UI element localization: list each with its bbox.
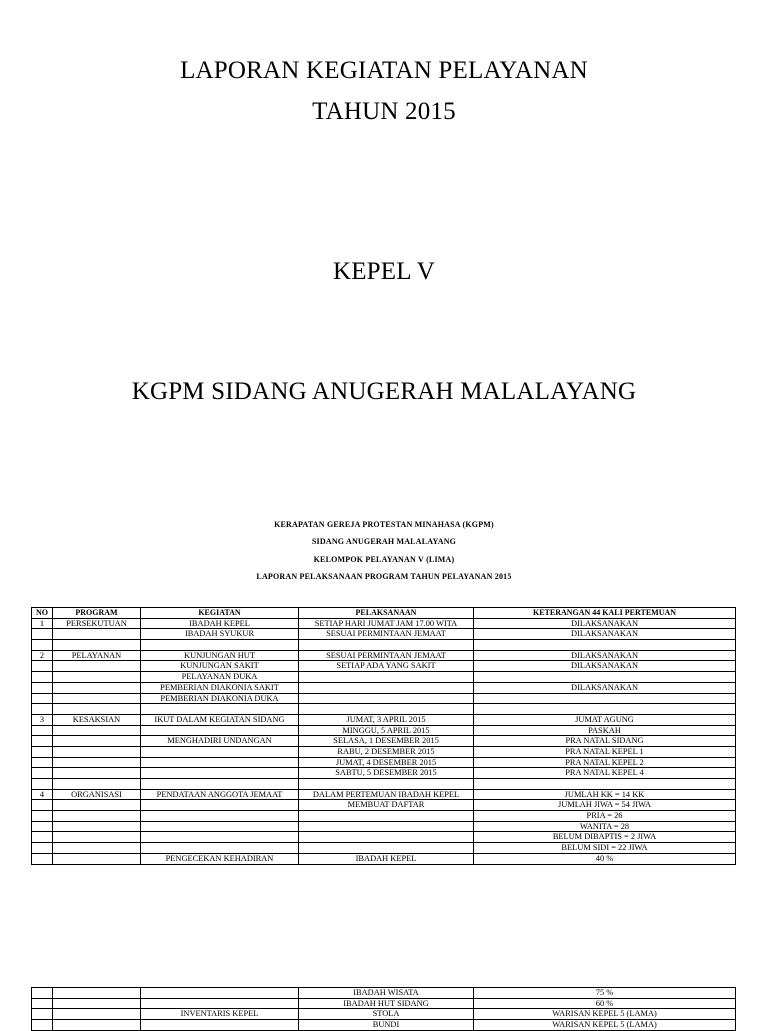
cell-keterangan: PASKAH [474, 725, 736, 736]
cell-pelaksanaan: SELASA, 1 DESEMBER 2015 [299, 736, 474, 747]
table-row [32, 1009, 736, 1020]
cell-program [53, 757, 141, 768]
table-row [32, 853, 736, 864]
cell-keterangan: JUMLAH KK = 14 KK [474, 789, 736, 800]
table-row [32, 998, 736, 1009]
cell-pelaksanaan: IBADAH WISATA [299, 988, 474, 999]
cell-keterangan: WARISAN KEPEL 5 (LAMA) [474, 1020, 736, 1031]
cell-no [32, 746, 53, 757]
cell-program [53, 811, 141, 822]
cell-no [32, 629, 53, 640]
cell-kegiatan [141, 988, 299, 999]
table-row [32, 988, 736, 999]
cell-kegiatan [141, 725, 299, 736]
cell-no [32, 1020, 53, 1031]
cell-keterangan [474, 779, 736, 790]
cell-pelaksanaan: STOLA [299, 1009, 474, 1020]
cell-kegiatan: PELAYANAN DUKA [141, 672, 299, 683]
cell-pelaksanaan [299, 693, 474, 704]
header-program: PROGRAM [53, 608, 141, 619]
cell-no [32, 800, 53, 811]
cell-program [53, 768, 141, 779]
cell-pelaksanaan: SESUAI PERMINTAAN JEMAAT [299, 650, 474, 661]
cell-program [53, 779, 141, 790]
program-table [31, 607, 736, 865]
cell-pelaksanaan: RABU, 2 DESEMBER 2015 [299, 746, 474, 757]
cell-pelaksanaan: BUNDI [299, 1020, 474, 1031]
table-row [32, 714, 736, 725]
cell-keterangan [474, 704, 736, 715]
cell-kegiatan: KUNJUNGAN SAKIT [141, 661, 299, 672]
cell-kegiatan [141, 1020, 299, 1031]
cell-kegiatan: IBADAH KEPEL [141, 618, 299, 629]
cell-keterangan: PRA NATAL SIDANG [474, 736, 736, 747]
table-row [32, 843, 736, 854]
table-row [32, 704, 736, 715]
cell-kegiatan [141, 811, 299, 822]
cell-kegiatan: PENGECEKAN KEHADIRAN [141, 853, 299, 864]
cell-no: 2 [32, 650, 53, 661]
cell-program [53, 693, 141, 704]
cell-pelaksanaan [299, 640, 474, 651]
cell-pelaksanaan: MINGGU, 5 APRIL 2015 [299, 725, 474, 736]
cell-kegiatan [141, 843, 299, 854]
cell-program: KESAKSIAN [53, 714, 141, 725]
cell-program [53, 988, 141, 999]
cell-pelaksanaan: JUMAT, 4 DESEMBER 2015 [299, 757, 474, 768]
cell-pelaksanaan [299, 672, 474, 683]
cell-program [53, 746, 141, 757]
cell-program: PERSEKUTUAN [53, 618, 141, 629]
kepel-heading: KEPEL V [332, 258, 436, 285]
table-row [32, 757, 736, 768]
cell-program [53, 821, 141, 832]
cell-no [32, 843, 53, 854]
cell-kegiatan [141, 640, 299, 651]
table-row [32, 640, 736, 651]
table-row [32, 811, 736, 822]
cell-program: ORGANISASI [53, 789, 141, 800]
cell-no [32, 1009, 53, 1020]
cell-pelaksanaan: SETIAP HARI JUMAT JAM 17.00 WITA [299, 618, 474, 629]
table-row [32, 1020, 736, 1031]
cell-no [32, 661, 53, 672]
cell-pelaksanaan [299, 811, 474, 822]
table-row [32, 768, 736, 779]
report-year: TAHUN 2015 [312, 98, 456, 125]
cell-kegiatan [141, 998, 299, 1009]
cell-pelaksanaan [299, 779, 474, 790]
congregation-name: SIDANG ANUGERAH MALALAYANG [311, 537, 457, 546]
cell-kegiatan [141, 800, 299, 811]
cell-no [32, 998, 53, 1009]
cell-keterangan [474, 640, 736, 651]
cell-keterangan: DILAKSANAKAN [474, 629, 736, 640]
cell-no [32, 693, 53, 704]
cell-kegiatan [141, 821, 299, 832]
cell-no [32, 853, 53, 864]
cell-kegiatan [141, 704, 299, 715]
cell-keterangan: BELUM DIBAPTIS = 2 JIWA [474, 832, 736, 843]
cell-pelaksanaan: JUMAT, 3 APRIL 2015 [299, 714, 474, 725]
cell-keterangan: PRIA = 26 [474, 811, 736, 822]
table-row [32, 661, 736, 672]
cell-no [32, 682, 53, 693]
cell-program [53, 843, 141, 854]
cell-kegiatan: PENDATAAN ANGGOTA JEMAAT [141, 789, 299, 800]
cell-keterangan: DILAKSANAKAN [474, 661, 736, 672]
cell-pelaksanaan: SESUAI PERMINTAAN JEMAAT [299, 629, 474, 640]
cell-keterangan: DILAKSANAKAN [474, 618, 736, 629]
cell-program [53, 725, 141, 736]
table-row [32, 789, 736, 800]
cell-pelaksanaan: DALAM PERTEMUAN IBADAH KEPEL [299, 789, 474, 800]
cell-program [53, 1009, 141, 1020]
table-row [32, 746, 736, 757]
cell-program [53, 629, 141, 640]
cell-keterangan: DILAKSANAKAN [474, 682, 736, 693]
table-row [32, 832, 736, 843]
cell-pelaksanaan: IBADAH KEPEL [299, 853, 474, 864]
table-row [32, 693, 736, 704]
report-subtitle: LAPORAN PELAKSANAAN PROGRAM TAHUN PELAYANAN 2015 [256, 572, 512, 581]
cell-program [53, 672, 141, 683]
cell-keterangan: PRA NATAL KEPEL 1 [474, 746, 736, 757]
cell-keterangan: BELUM SIDI = 22 JIWA [474, 843, 736, 854]
cell-program [53, 736, 141, 747]
cell-kegiatan: PEMBERIAN DIAKONIA DUKA [141, 693, 299, 704]
cell-no [32, 779, 53, 790]
table-row [32, 779, 736, 790]
cell-kegiatan: IKUT DALAM KEGIATAN SIDANG [141, 714, 299, 725]
cell-no [32, 811, 53, 822]
cell-keterangan: PRA NATAL KEPEL 2 [474, 757, 736, 768]
cell-kegiatan [141, 768, 299, 779]
cell-keterangan: 75 % [474, 988, 736, 999]
cell-keterangan: PRA NATAL KEPEL 4 [474, 768, 736, 779]
cell-keterangan: JUMAT AGUNG [474, 714, 736, 725]
cell-program [53, 998, 141, 1009]
cell-kegiatan: PEMBERIAN DIAKONIA SAKIT [141, 682, 299, 693]
cell-program [53, 832, 141, 843]
program-table-continued [31, 987, 736, 1031]
cell-no [32, 821, 53, 832]
cell-pelaksanaan [299, 682, 474, 693]
header-keterangan: KETERANGAN 44 KALI PERTEMUAN [474, 608, 736, 619]
cell-program [53, 704, 141, 715]
cell-pelaksanaan: SETIAP ADA YANG SAKIT [299, 661, 474, 672]
table-row [32, 725, 736, 736]
cell-pelaksanaan: IBADAH HUT SIDANG [299, 998, 474, 1009]
cell-no [32, 704, 53, 715]
table-row [32, 618, 736, 629]
cell-pelaksanaan: SABTU, 5 DESEMBER 2015 [299, 768, 474, 779]
cell-keterangan: JUMLAH JIWA = 54 JIWA [474, 800, 736, 811]
header-kegiatan: KEGIATAN [141, 608, 299, 619]
cell-pelaksanaan [299, 832, 474, 843]
cell-kegiatan: MENGHADIRI UNDANGAN [141, 736, 299, 747]
cell-keterangan [474, 693, 736, 704]
cell-pelaksanaan [299, 704, 474, 715]
cell-keterangan [474, 672, 736, 683]
cell-kegiatan [141, 746, 299, 757]
cell-program [53, 640, 141, 651]
service-group-name: KELOMPOK PELAYANAN V (LIMA) [313, 555, 455, 564]
cell-program [53, 1020, 141, 1031]
cell-program [53, 800, 141, 811]
cell-no [32, 757, 53, 768]
cell-kegiatan [141, 757, 299, 768]
cell-program [53, 853, 141, 864]
header-pelaksanaan: PELAKSANAAN [299, 608, 474, 619]
cell-kegiatan: KUNJUNGAN HUT [141, 650, 299, 661]
cell-pelaksanaan [299, 821, 474, 832]
program-table-body [32, 618, 736, 864]
table-row [32, 682, 736, 693]
table-row [32, 650, 736, 661]
cell-kegiatan [141, 779, 299, 790]
report-title: LAPORAN KEGIATAN PELAYANAN [180, 57, 588, 84]
table-row [32, 672, 736, 683]
cell-pelaksanaan [299, 843, 474, 854]
cell-no [32, 768, 53, 779]
cell-no: 3 [32, 714, 53, 725]
cell-keterangan: WARISAN KEPEL 5 (LAMA) [474, 1009, 736, 1020]
cell-no: 4 [32, 789, 53, 800]
cell-keterangan: 40 % [474, 853, 736, 864]
cell-program [53, 661, 141, 672]
cell-no: 1 [32, 618, 53, 629]
cell-keterangan: 60 % [474, 998, 736, 1009]
cell-no [32, 736, 53, 747]
cell-kegiatan: INVENTARIS KEPEL [141, 1009, 299, 1020]
table-row [32, 629, 736, 640]
org-name: KERAPATAN GEREJA PROTESTAN MINAHASA (KGPM) [274, 520, 494, 529]
header-no: NO [32, 608, 53, 619]
table-row [32, 736, 736, 747]
cell-keterangan: WANITA = 28 [474, 821, 736, 832]
cell-pelaksanaan: MEMBUAT DAFTAR [299, 800, 474, 811]
cell-no [32, 832, 53, 843]
cell-no [32, 725, 53, 736]
church-heading: KGPM SIDANG ANUGERAH MALALAYANG [131, 378, 637, 405]
cell-no [32, 640, 53, 651]
cell-no [32, 988, 53, 999]
cell-program [53, 682, 141, 693]
cell-kegiatan: IBADAH SYUKUR [141, 629, 299, 640]
table-row [32, 800, 736, 811]
cell-program: PELAYANAN [53, 650, 141, 661]
table-header-row [32, 608, 736, 619]
cell-kegiatan [141, 832, 299, 843]
cell-keterangan: DILAKSANAKAN [474, 650, 736, 661]
table-row [32, 821, 736, 832]
cell-no [32, 672, 53, 683]
